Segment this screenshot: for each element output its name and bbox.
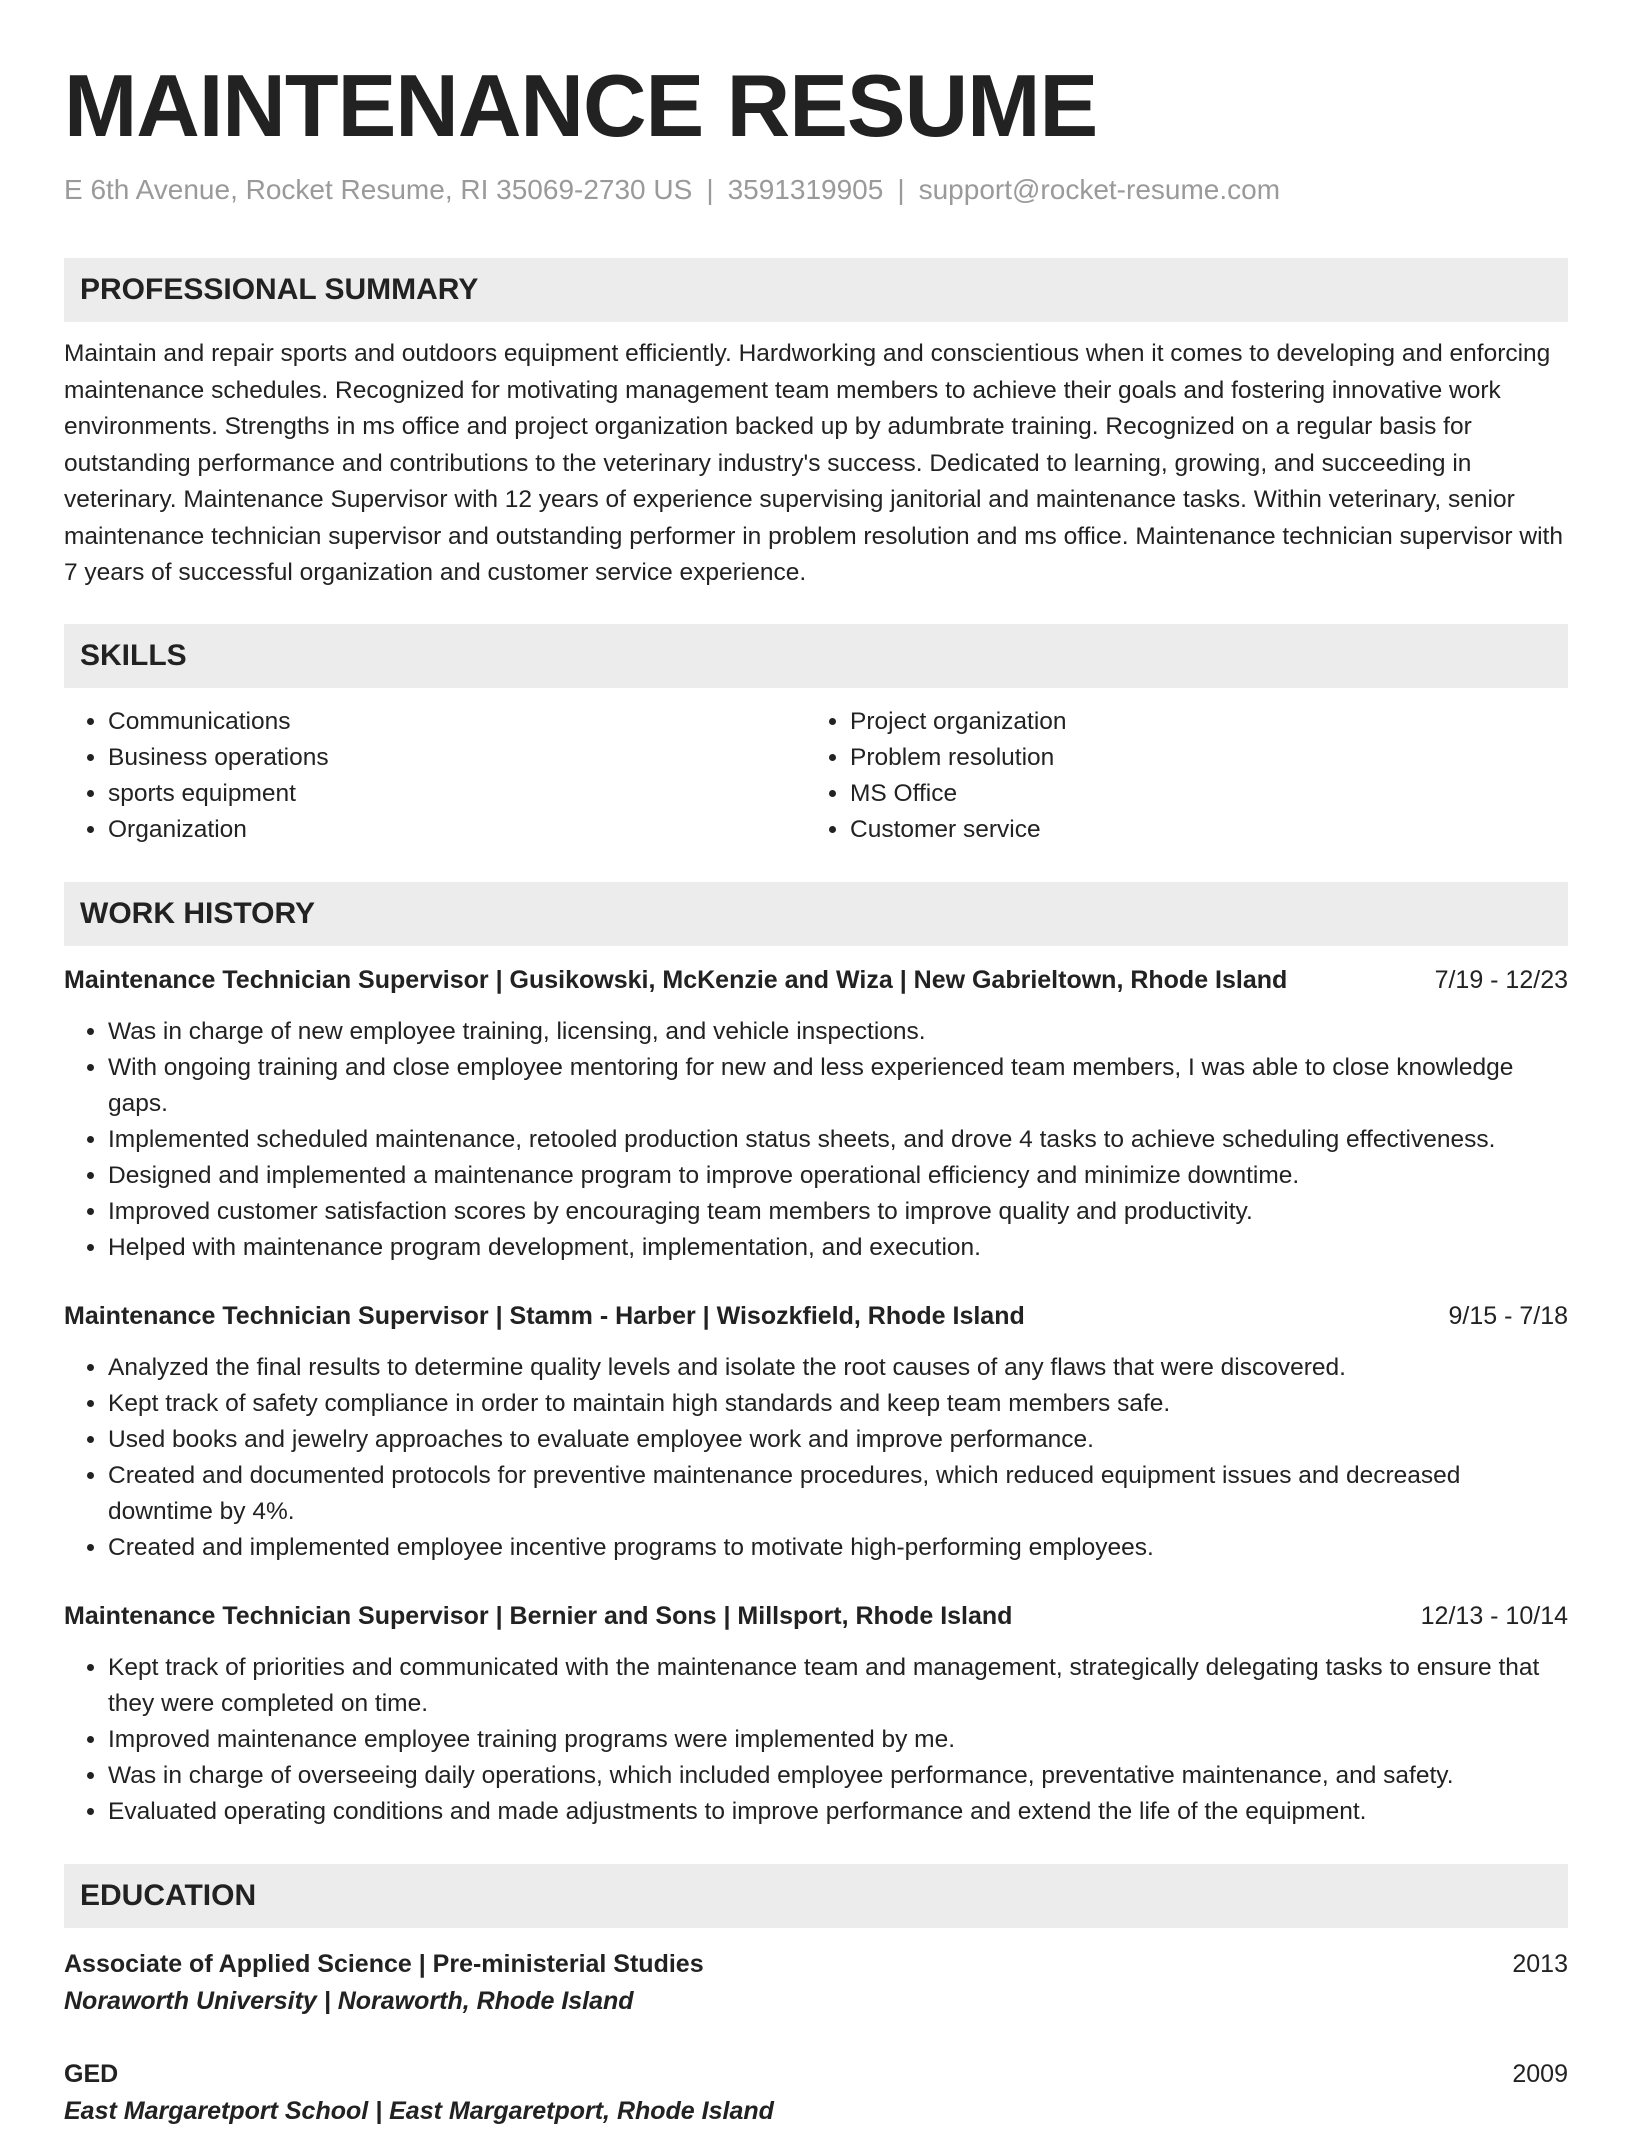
education-year: 2009 — [1512, 2059, 1568, 2088]
job-bullet: • Kept track of priorities and communicated with the maintenance team and management, strategically delegating tasks to ensure that they were completed on time. — [108, 1650, 1568, 1722]
skill-item: • Project organization — [850, 704, 1548, 740]
contact-separator: | — [706, 174, 714, 205]
job-title: Maintenance Technician Supervisor | Bernier and Sons | Millsport, Rhode Island — [64, 1601, 1013, 1630]
contact-address: E 6th Avenue, Rocket Resume, RI 35069-2730 US — [64, 174, 693, 205]
education-degree: Associate of Applied Science | Pre-ministerial Studies — [64, 1949, 704, 1978]
job-bullet: • Was in charge of new employee training, licensing, and vehicle inspections. — [108, 1014, 1568, 1050]
job-dates: 7/19 - 12/23 — [1434, 965, 1568, 994]
job-bullet: • Designed and implemented a maintenance program to improve operational efficiency and minimize downtime. — [108, 1158, 1568, 1194]
skill-item: • Customer service — [850, 812, 1548, 848]
job-bullets — [64, 1014, 1568, 1266]
job-bullet: • Improved customer satisfaction scores by encouraging team members to improve quality and productivity. — [108, 1194, 1568, 1230]
education-header — [64, 2056, 1568, 2092]
resume-page — [64, 0, 1568, 2130]
job-bullet: • Evaluated operating conditions and made adjustments to improve performance and extend the life of the equipment. — [108, 1794, 1568, 1830]
contact-email: support@rocket-resume.com — [918, 174, 1281, 205]
job-bullet: • Kept track of safety compliance in order to maintain high standards and keep team members safe. — [108, 1386, 1568, 1422]
job-bullet: • Improved maintenance employee training programs were implemented by me. — [108, 1722, 1568, 1758]
job-entry — [64, 1598, 1568, 1830]
skill-item: • MS Office — [850, 776, 1548, 812]
job-bullet: • Analyzed the final results to determine quality levels and isolate the root causes of any flaws that were discovered. — [108, 1350, 1568, 1386]
skill-item: • Problem resolution — [850, 740, 1548, 776]
job-bullet: • Helped with maintenance program development, implementation, and execution. — [108, 1230, 1568, 1266]
job-bullets — [64, 1650, 1568, 1830]
skills-column-right — [806, 704, 1548, 848]
summary-heading: PROFESSIONAL SUMMARY — [64, 258, 1568, 322]
contact-line — [64, 172, 1568, 208]
education-header — [64, 1946, 1568, 1982]
job-header — [64, 962, 1568, 998]
skills-heading: SKILLS — [64, 624, 1568, 688]
job-dates: 12/13 - 10/14 — [1420, 1601, 1568, 1630]
summary-text: Maintain and repair sports and outdoors equipment efficiently. Hardworking and conscientious when it comes to developing and enforcing maintenance schedules. Recognized for motivating management team members to achieve their goals and fostering innovative work environments. Strengths in ms office and project organization backed up by adumbrate training. Recognized on a regular basis for outstanding performance and contributions to the veterinary industry's success. Dedicated to learning, growing, and succeeding in veterinary. Maintenance Supervisor with 12 years of experience supervising janitorial and maintenance tasks. Within veterinary, senior maintenance technician supervisor and outstanding performer in problem resolution and ms office. Maintenance technician supervisor with 7 years of successful organization and customer service experience. — [64, 340, 1563, 586]
resume-title: MAINTENANCE RESUME — [64, 56, 1098, 155]
education-school: East Margaretport School | East Margaretport, Rhode Island — [64, 2096, 774, 2125]
education-heading: EDUCATION — [64, 1864, 1568, 1928]
skill-item: • sports equipment — [108, 776, 806, 812]
education-degree: GED — [64, 2059, 119, 2088]
job-bullet: • Used books and jewelry approaches to evaluate employee work and improve performance. — [108, 1422, 1568, 1458]
work-history-heading: WORK HISTORY — [64, 882, 1568, 946]
job-dates: 9/15 - 7/18 — [1448, 1301, 1568, 1330]
skill-item: • Business operations — [108, 740, 806, 776]
contact-phone: 3591319905 — [727, 174, 884, 205]
skills-column-left — [64, 704, 806, 848]
job-bullet: • Created and documented protocols for preventive maintenance procedures, which reduced equipment issues and decreased downtime by 4%. — [108, 1458, 1568, 1530]
education-year: 2013 — [1512, 1949, 1568, 1978]
job-title: Maintenance Technician Supervisor | Stamm - Harber | Wisozkfield, Rhode Island — [64, 1301, 1025, 1330]
job-bullet: • Created and implemented employee incentive programs to motivate high-performing employees. — [108, 1530, 1568, 1566]
job-entry — [64, 962, 1568, 1266]
job-bullet: • With ongoing training and close employee mentoring for new and less experienced team members, I was able to close knowledge gaps. — [108, 1050, 1568, 1122]
skill-item: • Communications — [108, 704, 806, 740]
job-title: Maintenance Technician Supervisor | Gusikowski, McKenzie and Wiza | New Gabrieltown, Rhode Island — [64, 965, 1288, 994]
job-bullet: • Was in charge of overseeing daily operations, which included employee performance, preventative maintenance, and safety. — [108, 1758, 1568, 1794]
contact-separator: | — [897, 174, 905, 205]
skills-grid — [64, 704, 1568, 848]
job-bullet: • Implemented scheduled maintenance, retooled production status sheets, and drove 4 tasks to achieve scheduling effectiveness. — [108, 1122, 1568, 1158]
education-entry — [64, 2056, 1568, 2130]
job-header — [64, 1298, 1568, 1334]
education-entry — [64, 1946, 1568, 2020]
job-header — [64, 1598, 1568, 1634]
education-school: Noraworth University | Noraworth, Rhode Island — [64, 1986, 634, 2015]
skill-item: • Organization — [108, 812, 806, 848]
job-bullets — [64, 1350, 1568, 1566]
job-entry — [64, 1298, 1568, 1566]
